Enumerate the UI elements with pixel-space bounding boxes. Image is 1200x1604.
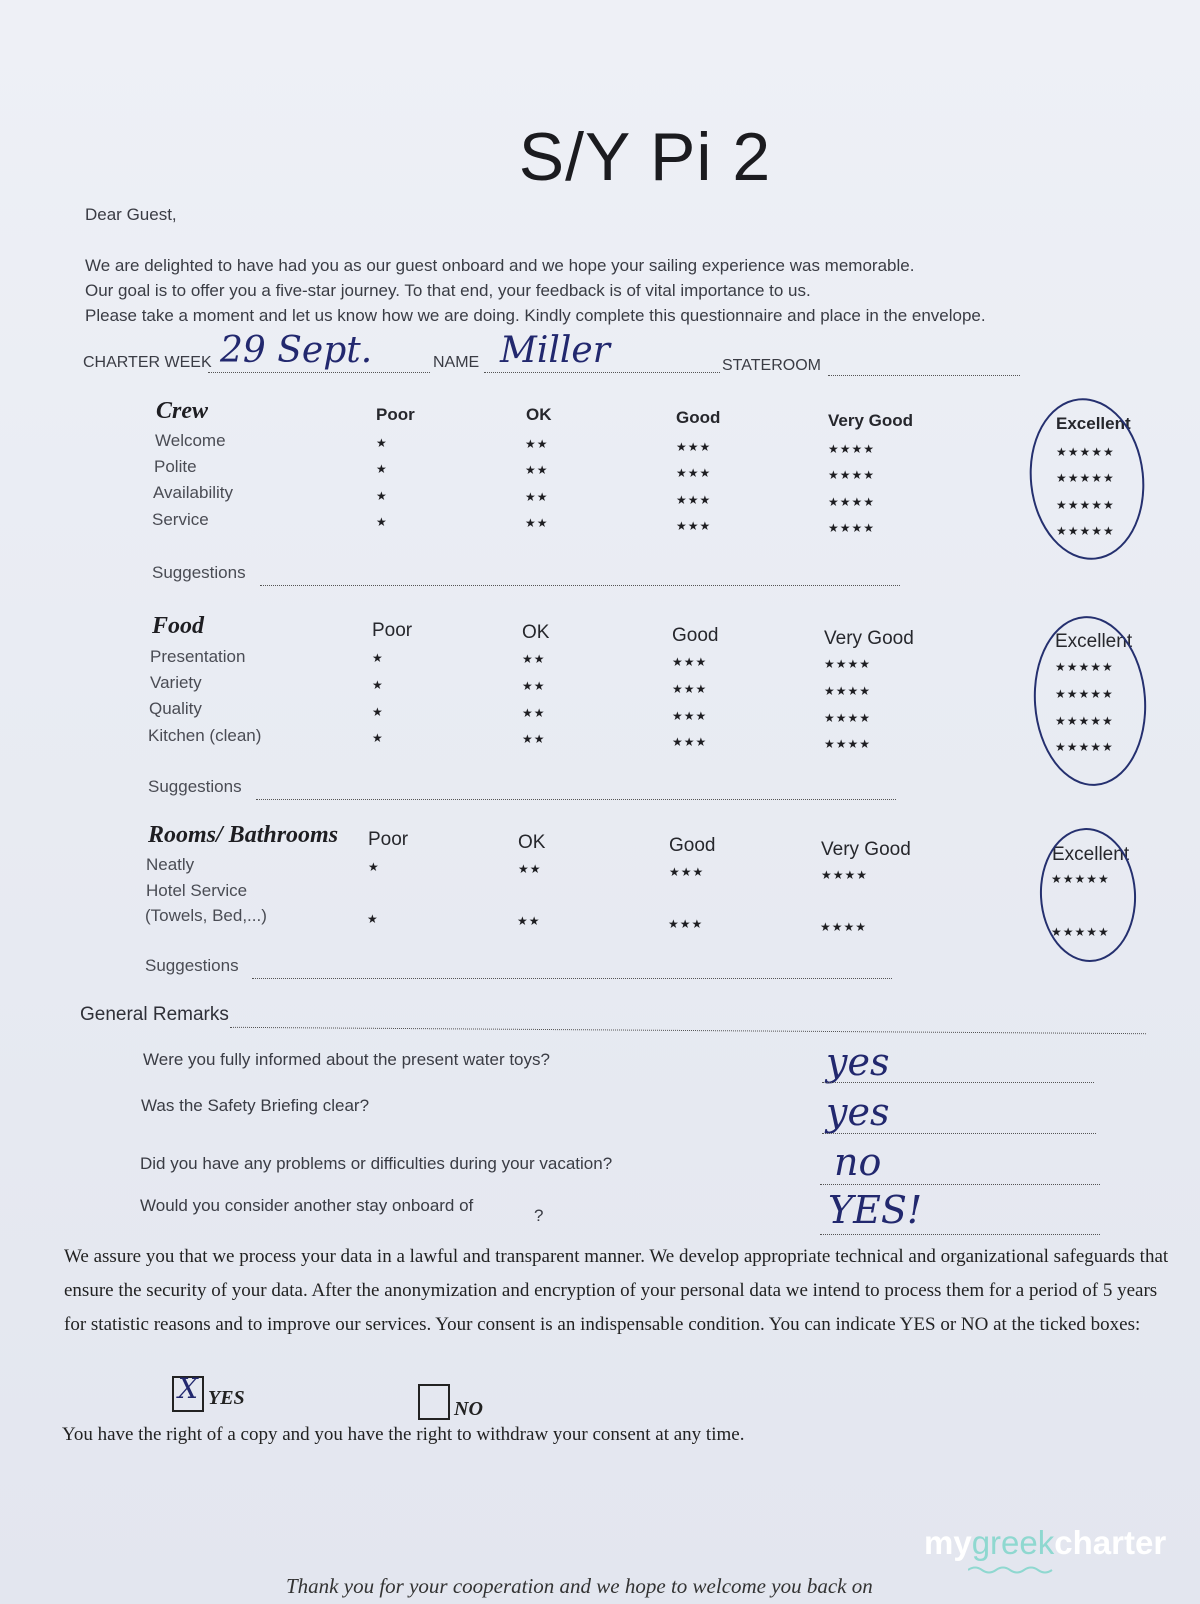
suggestions-line[interactable] xyxy=(260,585,900,586)
star-rating[interactable]: ★★★ xyxy=(668,917,704,931)
data-processing-text: We assure you that we process your data in a lawful and transparent manner. We develop appropriate technical and organizational safeguards that ensure the security of your data. After the anonymization and encryption of your personal data we intend to process them for a period of 5 years for statistic reasons and to improve our services. Your consent is an indispensable condition. You can indicate YES or NO at the ticked boxes: xyxy=(64,1246,1169,1335)
consent-yes-mark: X xyxy=(178,1372,198,1405)
col-poor: Poor xyxy=(372,620,413,641)
star-rating[interactable]: ★★ xyxy=(518,862,542,876)
section-title-food: Food xyxy=(152,613,205,639)
answer-4[interactable]: YES! xyxy=(828,1188,923,1232)
answer-line xyxy=(820,1184,1100,1185)
rights-text: You have the right of a copy and you have the right to withdraw your consent at any time. xyxy=(62,1424,745,1445)
star-rating[interactable]: ★★★ xyxy=(676,466,712,480)
question-2: Was the Safety Briefing clear? xyxy=(141,1096,370,1115)
star-rating[interactable]: ★ xyxy=(372,651,384,665)
star-rating[interactable]: ★★ xyxy=(525,490,549,504)
stateroom-line[interactable] xyxy=(828,375,1020,376)
star-rating[interactable]: ★★★ xyxy=(676,493,712,507)
star-rating[interactable]: ★★★ xyxy=(672,682,708,696)
star-rating[interactable]: ★ xyxy=(376,436,388,450)
star-rating[interactable]: ★ xyxy=(376,515,388,529)
consent-no-label: NO xyxy=(454,1398,483,1420)
col-poor: Poor xyxy=(376,405,415,424)
col-good: Good xyxy=(672,625,719,646)
star-rating-selected[interactable]: ★★★★★ xyxy=(1055,660,1114,674)
star-rating[interactable]: ★★ xyxy=(522,652,546,666)
star-rating-selected[interactable]: ★★★★★ xyxy=(1056,471,1115,485)
col-good: Good xyxy=(669,835,716,856)
question-1: Were you fully informed about the present water toys? xyxy=(143,1050,550,1069)
star-rating[interactable]: ★★ xyxy=(525,437,549,451)
row-label: Neatly xyxy=(146,855,195,874)
star-rating-selected[interactable]: ★★★★★ xyxy=(1055,687,1114,701)
star-rating-selected[interactable]: ★★★★★ xyxy=(1055,714,1114,728)
row-label: Availability xyxy=(153,483,234,502)
name-value[interactable]: Miller xyxy=(500,330,610,371)
star-rating[interactable]: ★★★ xyxy=(672,655,708,669)
star-rating[interactable]: ★ xyxy=(376,489,388,503)
col-very-good: Very Good xyxy=(824,628,914,649)
star-rating[interactable]: ★ xyxy=(376,462,388,476)
logo-part-greek: greek xyxy=(971,1524,1055,1561)
logo-wave-icon xyxy=(968,1565,1058,1575)
star-rating[interactable]: ★★★★ xyxy=(824,711,872,725)
star-rating[interactable]: ★ xyxy=(368,860,380,874)
answer-2[interactable]: yes xyxy=(826,1090,890,1134)
star-rating[interactable]: ★★★ xyxy=(676,519,712,533)
row-label: Variety xyxy=(150,673,202,692)
suggestions-line[interactable] xyxy=(256,799,896,800)
name-label: NAME xyxy=(433,354,480,371)
section-title-rooms: Rooms/ Bathrooms xyxy=(148,822,339,848)
star-rating[interactable]: ★★★★ xyxy=(828,521,876,535)
row-label: (Towels, Bed,...) xyxy=(145,906,267,925)
question-3: Did you have any problems or difficulties during your vacation? xyxy=(140,1154,613,1173)
greeting: Dear Guest, xyxy=(85,205,177,224)
page-title: S/Y Pi 2 xyxy=(518,119,772,195)
section-title-crew: Crew xyxy=(156,398,209,424)
star-rating[interactable]: ★★ xyxy=(525,516,549,530)
logo-part-charter: charter xyxy=(1054,1524,1167,1561)
answer-line xyxy=(822,1082,1094,1083)
col-excellent: Excellent xyxy=(1055,631,1133,652)
star-rating[interactable]: ★★★★ xyxy=(828,442,876,456)
star-rating-selected[interactable]: ★★★★★ xyxy=(1056,498,1115,512)
hand-drawn-circle-crew xyxy=(1022,392,1152,565)
answer-line xyxy=(820,1234,1100,1235)
star-rating[interactable]: ★★★ xyxy=(672,709,708,723)
charter-week-label: CHARTER WEEK xyxy=(83,354,212,371)
star-rating[interactable]: ★ xyxy=(372,705,384,719)
mygreekcharter-logo xyxy=(924,1524,1166,1562)
star-rating[interactable]: ★★ xyxy=(522,732,546,746)
col-excellent: Excellent xyxy=(1056,414,1131,433)
charter-week-line xyxy=(208,372,430,373)
star-rating[interactable]: ★★★★ xyxy=(824,684,872,698)
row-label: Service xyxy=(152,510,209,529)
star-rating[interactable]: ★★★★ xyxy=(828,495,876,509)
col-poor: Poor xyxy=(368,829,409,850)
star-rating[interactable]: ★★ xyxy=(522,679,546,693)
intro-line-1: We are delighted to have had you as our guest onboard and we hope your sailing experience was memorable. xyxy=(85,256,915,275)
question-4-end: ? xyxy=(534,1206,544,1225)
star-rating-selected[interactable]: ★★★★★ xyxy=(1056,524,1115,538)
general-remarks-label: General Remarks xyxy=(80,1004,229,1025)
intro-line-3: Please take a moment and let us know how we are doing. Kindly complete this questionnaire and place in the envelope. xyxy=(85,306,986,325)
star-rating[interactable]: ★★★★ xyxy=(820,920,868,934)
col-excellent: Excellent xyxy=(1052,844,1130,865)
star-rating[interactable]: ★★ xyxy=(525,463,549,477)
charter-week-value[interactable]: 29 Sept. xyxy=(220,330,373,371)
general-remarks-line[interactable] xyxy=(230,1027,1146,1034)
star-rating[interactable]: ★ xyxy=(367,912,379,926)
col-ok: OK xyxy=(518,832,546,853)
col-very-good: Very Good xyxy=(821,839,911,860)
star-rating-selected[interactable]: ★★★★★ xyxy=(1051,872,1110,886)
question-4: Would you consider another stay onboard of xyxy=(140,1196,474,1215)
col-very-good: Very Good xyxy=(828,411,914,430)
row-label: Kitchen (clean) xyxy=(148,726,262,745)
answer-line xyxy=(822,1133,1096,1134)
star-rating[interactable]: ★★★ xyxy=(669,865,705,879)
suggestions-label: Suggestions xyxy=(148,777,242,796)
stateroom-label: STATEROOM xyxy=(722,357,821,374)
col-good: Good xyxy=(676,408,721,427)
star-rating[interactable]: ★ xyxy=(372,678,384,692)
star-rating[interactable]: ★★★ xyxy=(676,440,712,454)
name-line xyxy=(484,372,720,373)
consent-yes-label: YES xyxy=(208,1387,245,1409)
star-rating[interactable]: ★ xyxy=(372,731,384,745)
star-rating[interactable]: ★★ xyxy=(522,706,546,720)
col-ok: OK xyxy=(526,405,552,424)
star-rating[interactable]: ★★ xyxy=(517,914,541,928)
star-rating[interactable]: ★★★ xyxy=(672,735,708,749)
row-label: Presentation xyxy=(150,647,246,666)
col-ok: OK xyxy=(522,622,550,643)
consent-no-checkbox[interactable] xyxy=(418,1384,450,1420)
answer-3[interactable]: no xyxy=(834,1140,882,1184)
star-rating[interactable]: ★★★★ xyxy=(821,868,869,882)
footer-thank-you: Thank you for your cooperation and we hope to welcome you back on xyxy=(286,1574,873,1598)
hand-drawn-circle-food xyxy=(1028,612,1152,789)
row-label: Hotel Service xyxy=(146,881,248,900)
star-rating[interactable]: ★★★★ xyxy=(824,737,872,751)
suggestions-label: Suggestions xyxy=(145,956,239,975)
consent-yes-checkbox[interactable] xyxy=(172,1372,204,1412)
row-label: Quality xyxy=(149,699,202,718)
intro-line-2: Our goal is to offer you a five-star journey. To that end, your feedback is of vital importance to us. xyxy=(85,281,811,300)
answer-1[interactable]: yes xyxy=(826,1040,890,1084)
suggestions-label: Suggestions xyxy=(152,563,246,582)
star-rating-selected[interactable]: ★★★★★ xyxy=(1051,925,1110,939)
star-rating[interactable]: ★★★★ xyxy=(828,468,876,482)
star-rating[interactable]: ★★★★ xyxy=(824,657,872,671)
star-rating-selected[interactable]: ★★★★★ xyxy=(1055,740,1114,754)
logo-part-my: my xyxy=(924,1524,972,1561)
star-rating-selected[interactable]: ★★★★★ xyxy=(1056,445,1115,459)
row-label: Welcome xyxy=(155,431,226,450)
suggestions-line[interactable] xyxy=(252,978,892,979)
row-label: Polite xyxy=(154,457,197,476)
